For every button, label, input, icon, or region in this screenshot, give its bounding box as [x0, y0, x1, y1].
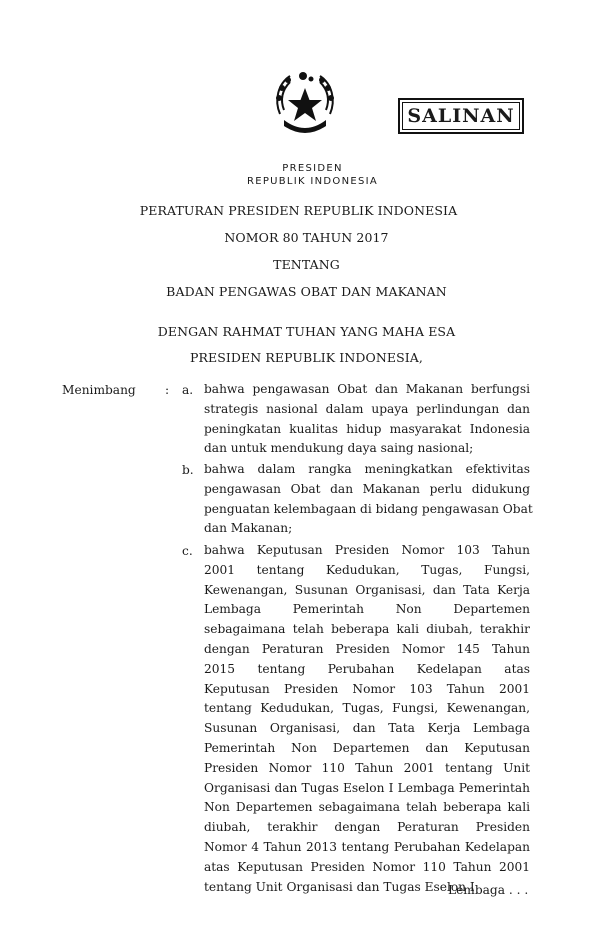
regulation-subject: BADAN PENGAWAS OBAT DAN MAKANAN: [166, 284, 447, 299]
item-line: atas Keputusan Presiden Nomor 110 Tahun 2001: [204, 859, 530, 874]
item-line: penguatan kelembagaan di bidang pengawasan Obat: [204, 501, 533, 516]
item-line: peningkatan kualitas hidup masyarakat Indonesia: [204, 421, 530, 436]
preamble-line-1: DENGAN RAHMAT TUHAN YANG MAHA ESA: [157, 324, 456, 339]
continuation-marker: Lembaga . . .: [448, 883, 529, 897]
regulation-title: PERATURAN PRESIDEN REPUBLIK INDONESIA: [139, 203, 458, 218]
item-line: 2015 tentang Perubahan Kedelapan atas: [204, 661, 530, 676]
item-c-text: [204, 541, 530, 897]
item-line: bahwa dalam rangka meningkatkan efektivitas: [204, 462, 530, 476]
item-line: bahwa Keputusan Presiden Nomor 103 Tahun: [204, 543, 530, 557]
salinan-label: SALINAN: [407, 105, 515, 127]
item-a-text: [204, 380, 530, 459]
item-line: Susunan Organisasi, dan Tata Kerja Lembaga: [204, 721, 530, 736]
item-line: tentang Kedudukan, Tugas, Fungsi, Kewenangan,: [204, 701, 530, 716]
presiden-label: PRESIDEN: [282, 163, 343, 174]
regulation-number: NOMOR 80 TAHUN 2017: [224, 230, 389, 245]
item-line: bahwa pengawasan Obat dan Makanan berfungsi: [204, 382, 530, 396]
item-line: dan Makanan;: [204, 521, 293, 536]
item-line: tentang Unit Organisasi dan Tugas Eselon I: [204, 879, 475, 894]
item-line: Keputusan Presiden Nomor 103 Tahun 2001: [204, 681, 530, 696]
menimbang-label: Menimbang: [62, 383, 136, 397]
item-line: Presiden Nomor 110 Tahun 2001 tentang Unit: [204, 760, 530, 775]
item-line: Organisasi dan Tugas Eselon I Lembaga Pemerintah: [204, 780, 530, 795]
garuda-emblem-icon: [270, 70, 340, 140]
item-line: diubah, terakhir dengan Peraturan Presiden: [204, 820, 530, 835]
item-line: Nomor 4 Tahun 2013 tentang Perubahan Kedelapan: [204, 839, 530, 854]
preamble-line-2: PRESIDEN REPUBLIK INDONESIA,: [189, 350, 423, 365]
item-line: pengawasan Obat dan Makanan perlu didukung: [204, 481, 530, 496]
salinan-stamp: [398, 98, 524, 134]
item-line: Non Departemen sebagaimana telah beberapa kali: [204, 800, 530, 815]
item-b-letter: b.: [182, 463, 194, 477]
item-line: Lembaga Pemerintah Non Departemen: [204, 602, 530, 617]
menimbang-colon: :: [165, 383, 170, 397]
item-a-letter: a.: [182, 383, 194, 397]
regulation-tentang: TENTANG: [273, 257, 340, 272]
item-line: 2001 tentang Kedudukan, Tugas, Fungsi,: [204, 562, 530, 577]
item-line: Pemerintah Non Departemen dan Keputusan: [204, 740, 530, 755]
item-line: sebagaimana telah beberapa kali diubah, terakhir: [204, 622, 530, 637]
item-line: dan untuk mendukung daya saing nasional;: [204, 441, 474, 456]
item-c-letter: c.: [182, 544, 193, 558]
item-line: dengan Peraturan Presiden Nomor 145 Tahun: [204, 641, 530, 656]
item-b-text: [204, 460, 533, 539]
republik-indonesia-label: REPUBLIK INDONESIA: [246, 176, 379, 187]
item-line: strategis nasional dalam upaya perlindungan dan: [204, 401, 530, 416]
item-line: Kewenangan, Susunan Organisasi, dan Tata Kerja: [204, 582, 530, 597]
